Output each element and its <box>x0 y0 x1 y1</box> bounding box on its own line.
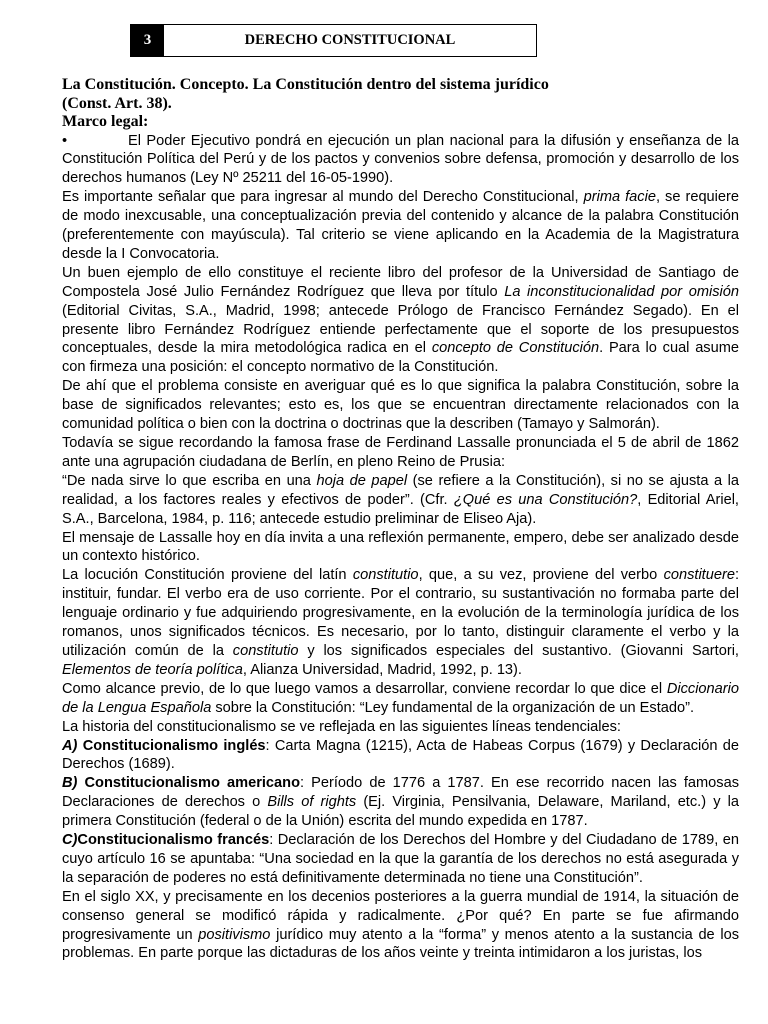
item-a-title: Constitucionalismo inglés <box>77 737 266 754</box>
p1-text-a: Es importante señalar que para ingresar al mundo del Derecho Constitucional, <box>62 189 584 206</box>
list-item-c <box>62 831 739 888</box>
bullet-paragraph <box>62 132 739 189</box>
item-b-title: Constitucionalismo americano <box>77 775 300 792</box>
paragraph-1 <box>62 188 739 264</box>
paragraph-7 <box>62 566 739 679</box>
heading-line-2: (Const. Art. 38). <box>62 94 172 112</box>
paragraph-9: La historia del constitucionalismo se ve reflejada en las siguientes líneas tendenciales: <box>62 718 621 735</box>
heading-line-1: La Constitución. Concepto. La Constitución dentro del sistema jurídico <box>62 76 549 93</box>
p7-text-a: La locución Constitución proviene del latín <box>62 567 353 584</box>
p8-italic: Diccionario de la Lengua Española <box>62 680 739 716</box>
paragraph-2 <box>62 264 739 377</box>
heading-line-3: Marco legal: <box>62 113 149 130</box>
p7-text-d: y los significados especiales del sustantivo. (Giovanni Sartori, <box>298 642 739 659</box>
p2-text-c: . Para lo cual asume con firmeza una posición: el concepto normativo de la Constitución. <box>62 340 739 376</box>
p5-text-a: “De nada sirve lo que escriba en una <box>62 472 317 489</box>
p1-italic: prima facie <box>583 189 656 206</box>
item-c-text: : Declaración de los Derechos del Hombre y del Ciudadano de 1789, en cuyo artículo 16 se apuntaba: “Una sociedad en la que la garantía de los derechos no está asegurada y la separación de poderes no está definitivamente determinada no tiene una Constitución”. <box>62 832 739 886</box>
section-heading <box>62 76 739 132</box>
document-body <box>62 76 739 963</box>
p10-text-b: jurídico muy atento a la “forma” y menos atento a la sustancia de los problemas. En parte porque las dictaduras de los años veinte y treinta intimidaron a los juristas, los <box>62 926 739 962</box>
bullet-icon: • <box>62 132 68 149</box>
paragraph-10 <box>62 888 739 964</box>
item-b-text-b: (Ej. Virginia, Pensilvania, Delaware, Mariland, etc.) y la primera Constitución (federal o de la Unión) escrita del mundo expedida en 1787. <box>62 794 739 830</box>
paragraph-8 <box>62 680 739 718</box>
p10-text-a: En el siglo XX, y precisamente en los decenios posteriores a la guerra mundial de 1914, la situación de consenso general se modificó rápida y radicalmente. ¿Por qué? En parte se fue afirmando progresivamente un <box>62 888 739 943</box>
p7-italic-3: constitutio <box>232 642 299 659</box>
p2-italic-2: concepto de Constitución <box>431 340 600 357</box>
paragraph-5-quote <box>62 472 739 529</box>
item-b-label: B) <box>62 775 78 792</box>
chapter-number: 3 <box>131 25 164 56</box>
list-item-b <box>62 774 739 831</box>
item-a-label: A) <box>62 737 78 754</box>
p5-text-b: (se refiere a la Constitución), si no se ajusta a la realidad, a los factores reales y efectivos de poder”. (Cfr. <box>62 472 739 508</box>
p7-italic-4: Elementos de teoría política <box>62 661 243 678</box>
p10-italic: positivismo <box>198 926 271 943</box>
p7-text-e: , Alianza Universidad, Madrid, 1992, p. 13). <box>242 661 522 678</box>
item-c-title: Constitucionalismo francés <box>77 832 270 849</box>
list-item-a <box>62 737 739 775</box>
p5-italic-2: ¿Qué es una Constitución? <box>453 491 638 508</box>
p1-text-b: , se requiere de modo inexcusable, una conceptualización previa del contenido y alcance de la palabra Constitución (preferentemente con mayúscula). Tal criterio se viene aplicando en la Academia de la Magistratura desde la I Convocatoria. <box>62 189 740 262</box>
p5-italic-1: hoja de papel <box>316 472 408 489</box>
bullet-text: El Poder Ejecutivo pondrá en ejecución un plan nacional para la difusión y enseñanza de la Constitución Política del Perú y de los pactos y convenios sobre defensa, promoción y desarrollo de los derechos humanos (Ley Nº 25211 del 16-05-1990). <box>62 132 739 187</box>
p7-text-c: : instituir, fundar. El verbo era de uso corriente. Por el contrario, su sustantivación no formaba parte del lenguaje ordinario y fue adquiriendo progresivamente, en la evolución de la terminología jurídica de los romanos, unos significados técnicos. Es necesario, por lo tanto, distinguir claramente el verbo y la utilización común de la <box>62 567 740 659</box>
p7-italic-1: constitutio <box>352 567 419 584</box>
p2-text-a: Un buen ejemplo de ello constituye el reciente libro del profesor de la Universidad de Santiago de Compostela José Julio Fernández Rodríguez que lleva por título <box>62 264 739 300</box>
paragraph-6: El mensaje de Lassalle hoy en día invita a una reflexión permanente, empero, debe ser analizado desde un contexto histórico. <box>62 529 739 565</box>
p2-italic-1: La inconstitucionalidad por omisión <box>504 283 739 300</box>
p7-text-b: , que, a su vez, proviene del verbo <box>418 567 664 584</box>
chapter-title: DERECHO CONSTITUCIONAL <box>244 32 456 48</box>
p5-text-c: , Editorial Ariel, S.A., Barcelona, 1984, p. 116; antecede estudio preliminar de Eliseo Aja). <box>62 491 739 527</box>
item-a-text: : Carta Magna (1215), Acta de Habeas Corpus (1679) y Declaración de Derechos (1689). <box>62 737 739 773</box>
p7-italic-2: constituere <box>663 567 735 584</box>
paragraph-4: Todavía se sigue recordando la famosa frase de Ferdinand Lassalle pronunciada el 5 de abril de 1862 ante una agrupación ciudadana de Berlín, en pleno Reino de Prusia: <box>62 435 739 470</box>
item-b-text-a: : Período de 1776 a 1787. En ese recorrido nacen las famosas Declaraciones de derechos o <box>62 775 739 811</box>
chapter-header <box>130 24 537 57</box>
paragraph-3: De ahí que el problema consiste en averiguar qué es lo que significa la palabra Constitución, sobre la base de significados relevantes; esto es, los que se encuentran directamente relacionados con la comunidad política o bien con la doctrina o doctrinas que la describen (Tamayo y Salmorán). <box>62 378 739 433</box>
item-b-italic: Bills of rights <box>267 794 357 811</box>
p8-text-a: Como alcance previo, de lo que luego vamos a desarrollar, conviene recordar lo que dice el <box>62 680 667 697</box>
p8-text-b: sobre la Constitución: “Ley fundamental de la organización de un Estado”. <box>211 699 695 716</box>
item-c-label: C) <box>62 832 78 849</box>
p2-text-b: (Editorial Civitas, S.A., Madrid, 1998; antecede Prólogo de Francisco Fernández Segado). En el presente libro Fernández Rodríguez entiende perfectamente que el soporte de los presupuestos conceptuales, desde la mira metodológica radica en el <box>62 302 739 357</box>
